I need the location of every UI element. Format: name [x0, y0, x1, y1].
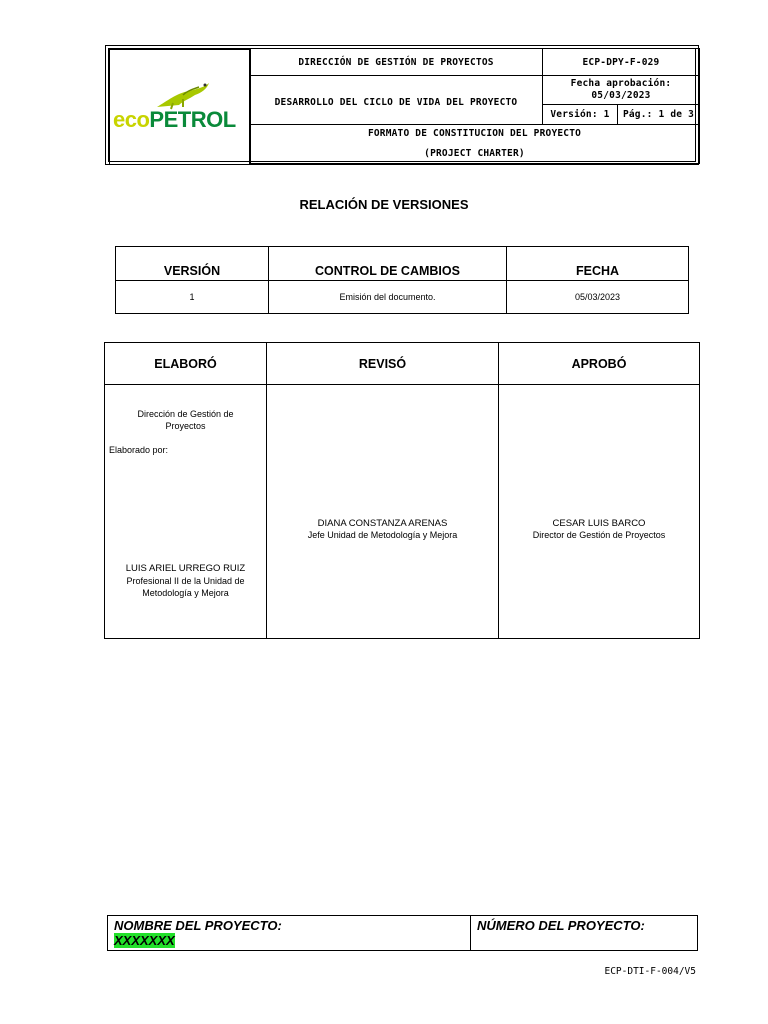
ecopetrol-logo	[113, 87, 247, 141]
doc-code-text: ECP-DPY-F-029	[582, 56, 660, 68]
version-text: Versión: 1	[550, 109, 610, 120]
logo-eco-text: eco	[113, 107, 150, 132]
approval-cell	[542, 75, 700, 105]
project-name-cell	[108, 916, 471, 950]
project-number-label: NÚMERO DEL PROYECTO:	[477, 918, 645, 933]
cell-version: 1	[116, 281, 269, 314]
elaboro-role-line2: Metodología y Mejora	[142, 588, 229, 598]
form-title-line1: FORMATO DE CONSTITUCION DEL PROYECTO	[367, 128, 582, 139]
form-code: ECP-DTI-F-004/V5	[604, 966, 696, 977]
project-name-value[interactable]: XXXXXXX	[114, 933, 175, 948]
versions-header-row	[116, 247, 689, 281]
col-version: VERSIÓN	[116, 247, 269, 281]
table-row	[116, 281, 689, 314]
process-cell	[249, 75, 543, 125]
elaborado-por-label: Elaborado por:	[109, 445, 169, 455]
col-elaboro: ELABORÓ	[105, 343, 267, 385]
logo-cell	[109, 49, 251, 165]
logo-wordmark	[113, 107, 236, 133]
col-aprobo: APROBÓ	[499, 343, 700, 385]
versions-table	[115, 246, 689, 314]
approval-date: 05/03/2023	[591, 90, 651, 101]
elaboro-role-line1: Profesional II de la Unidad de	[126, 576, 245, 586]
doc-code-cell	[542, 48, 700, 76]
page-cell	[617, 104, 700, 125]
reviso-name: DIANA CONSTANZA ARENAS	[317, 518, 448, 529]
reviso-role: Jefe Unidad de Metodología y Mejora	[307, 530, 458, 540]
reviso-cell	[267, 385, 499, 639]
cell-date: 05/03/2023	[507, 281, 689, 314]
aprobo-name: CESAR LUIS BARCO	[552, 518, 646, 529]
signatures-header-row	[105, 343, 700, 385]
col-date: FECHA	[507, 247, 689, 281]
page-text: Pág.: 1 de 3	[622, 109, 695, 120]
department-cell	[249, 48, 543, 76]
col-changes: CONTROL DE CAMBIOS	[269, 247, 507, 281]
versions-title: RELACIÓN DE VERSIONES	[299, 197, 469, 212]
approval-label: Fecha aprobación:	[570, 78, 672, 89]
aprobo-cell	[499, 385, 700, 639]
aprobo-role: Director de Gestión de Proyectos	[532, 530, 666, 540]
form-title-cell	[249, 124, 700, 164]
department-text: DIRECCIÓN DE GESTIÓN DE PROYECTOS	[298, 56, 494, 68]
cell-changes: Emisión del documento.	[269, 281, 507, 314]
signatures-row	[105, 385, 700, 639]
col-reviso: REVISÓ	[267, 343, 499, 385]
document-header	[105, 45, 699, 165]
form-title-line2: (PROJECT CHARTER)	[424, 148, 525, 159]
logo-petrol-text: PETROL	[149, 107, 236, 132]
project-name-label: NOMBRE DEL PROYECTO:	[114, 918, 282, 933]
process-text: DESARROLLO DEL CICLO DE VIDA DEL PROYECTO	[274, 96, 518, 108]
elaboro-name: LUIS ARIEL URREGO RUIZ	[125, 563, 246, 574]
document-header-inner	[108, 48, 696, 162]
signatures-table	[104, 342, 700, 639]
version-cell	[542, 104, 618, 125]
project-number-cell[interactable]	[471, 916, 697, 950]
elaboro-org: Dirección de Gestión de Proyectos	[137, 409, 234, 431]
project-footer	[107, 915, 698, 951]
elaboro-cell	[105, 385, 267, 639]
